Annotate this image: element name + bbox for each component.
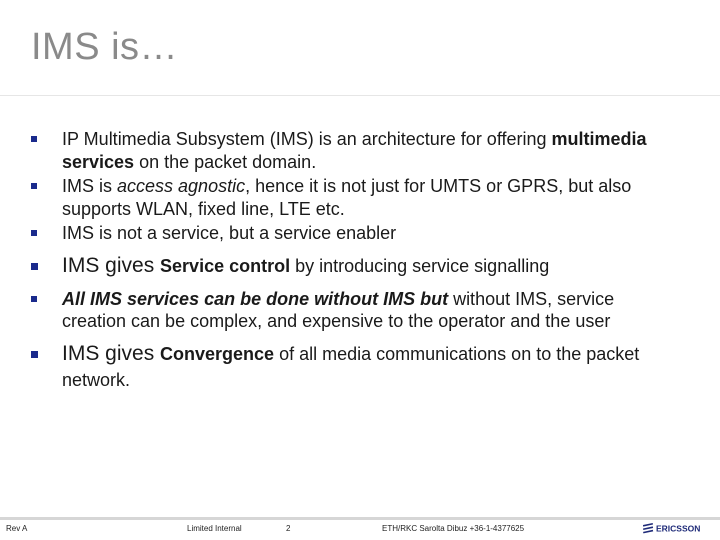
bullet-text: IMS is <box>62 176 118 196</box>
bullet-bold-text: Service control <box>160 255 291 276</box>
bullet-text: , hence it is not just for UMTS or GPRS, but also supports WLAN, fixed line, LTE etc. <box>62 176 632 219</box>
ericsson-logo-icon <box>643 522 715 534</box>
footer-classification: Limited Internal <box>187 524 242 533</box>
bullet-text: IMS is not a service, but a service enabler <box>62 223 397 243</box>
bullet-square-icon <box>31 351 38 358</box>
bullet-text: of all media communications on to the packet network. <box>62 343 640 390</box>
bullet-bold-italic-text: All IMS services can be done without IMS but <box>62 288 449 309</box>
bullet-square-icon <box>31 183 37 189</box>
bullet-square-icon <box>31 263 38 270</box>
footer-divider <box>0 517 720 520</box>
bullet-text: IMS gives <box>62 341 161 365</box>
bullet-square-icon <box>31 296 37 302</box>
bullet-text: by introducing service signalling <box>290 255 550 276</box>
bullet-bold-text: Convergence <box>160 343 275 364</box>
bullet-item <box>31 175 671 220</box>
bullet-item <box>31 128 671 173</box>
bullet-text: IP Multimedia Subsystem (IMS) is an architecture for offering <box>62 129 552 149</box>
bullet-square-icon <box>31 136 37 142</box>
bullet-text: without IMS, service creation can be complex, and expensive to the operator and the user <box>62 288 615 331</box>
bullet-bold-text: multimedia services <box>62 129 647 172</box>
bullet-text: IMS gives <box>62 253 161 277</box>
slide-title: IMS is… <box>31 26 179 68</box>
bullet-italic-text: access agnostic <box>117 176 246 196</box>
bullet-item <box>31 288 671 333</box>
bullet-item <box>31 341 671 393</box>
bullet-square-icon <box>31 230 37 236</box>
bullet-list <box>31 128 671 393</box>
logo-text: ERICSSON <box>656 523 701 534</box>
bullet-item <box>31 222 671 245</box>
bullet-text: on the packet domain. <box>134 151 317 172</box>
footer-page-number: 2 <box>286 524 291 533</box>
bullet-item <box>31 253 671 279</box>
title-divider <box>0 95 720 96</box>
footer-revision: Rev A <box>6 524 28 533</box>
footer-author: ETH/RKC Sarolta Dibuz +36-1-4377625 <box>382 524 525 533</box>
